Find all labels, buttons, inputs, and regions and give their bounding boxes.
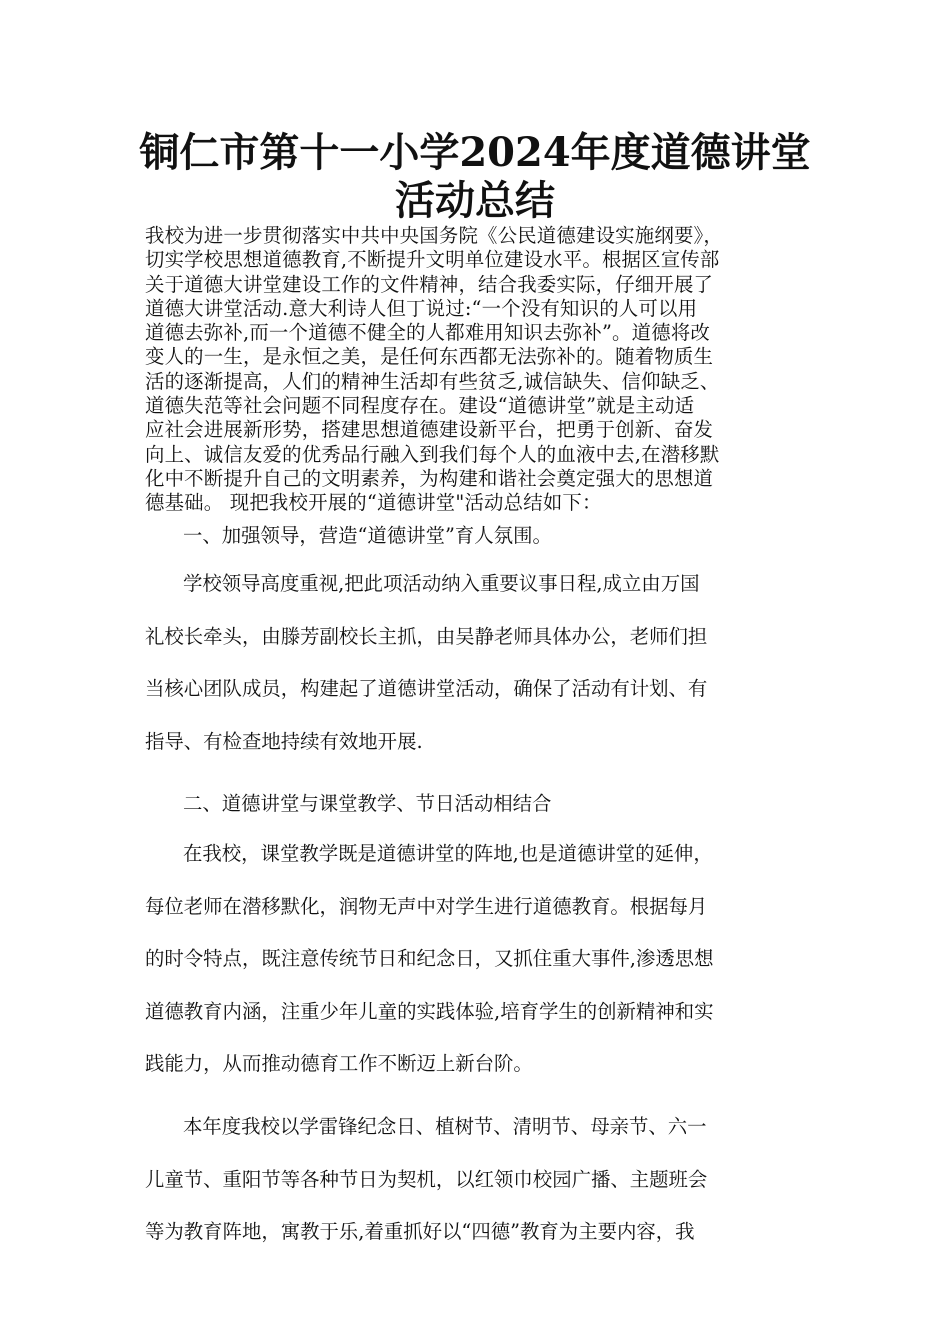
paragraph-line: 学校领导高度重视,把此项活动纳入重要议事日程,成立由万国 [183,572,700,595]
intro-line: 变人的一生，是永恒之美，是任何东西都无法弥补的。随着物质生 [145,345,714,369]
paragraph-line: 当核心团队成员，构建起了道德讲堂活动，确保了活动有计划、有 [145,677,708,701]
paragraph-line: 礼校长牵头，由滕芳副校长主抓，由吴静老师具体办公，老师们担 [145,624,708,648]
paragraph-line: 儿童节、重阳节等各种节日为契机，以红领巾校园广播、主题班会 [145,1167,708,1191]
intro-line: 德基础。 现把我校开展的“道德讲堂"活动总结如下： [145,491,602,515]
document-title-line-2: 活动总结 [395,177,555,224]
section-heading-1: 一、加强领导，营造“道德讲堂”育人氛围。 [183,524,552,547]
paragraph-line: 道德教育内涵，注重少年儿童的实践体验,培育学生的创新精神和实 [145,999,714,1023]
section-1-paragraph [145,572,815,782]
section-2-paragraph-continued [145,1115,815,1273]
intro-line: 道德失范等社会问题不同程度存在。建设“道德讲堂”就是主动适 [145,394,695,418]
intro-line: 向上、诚信友爱的优秀品行融入到我们每个人的血液中去,在潜移默 [145,442,720,466]
intro-paragraph [145,224,815,516]
paragraph-line: 指导、有检查地持续有效地开展. [145,729,423,753]
intro-line: 我校为进一步贯彻落实中共中央国务院《公民道德建设实施纲要》， [145,224,724,247]
intro-line: 化中不断提升自己的文明素养，为构建和谐社会奠定强大的思想道 [145,466,714,490]
intro-line: 活的逐渐提高，人们的精神生活却有些贫乏,诚信缺失、信仰缺乏、 [145,369,720,393]
paragraph-line: 本年度我校以学雷锋纪念日、植树节、清明节、母亲节、六一 [183,1115,707,1138]
intro-line: 道德去弥补,而一个道德不健全的人都难用知识去弥补”。道德将改 [145,321,711,345]
section-heading-2: 二、道德讲堂与课堂教学、节日活动相结合 [183,792,552,815]
intro-line: 切实学校思想道德教育,不断提升文明单位建设水平。根据区宣传部 [145,248,720,272]
intro-line: 道德大讲堂活动.意大利诗人但丁说过:“一个没有知识的人可以用 [145,296,698,320]
paragraph-line: 的时令特点，既注意传统节日和纪念日，又抓住重大事件,渗透思想 [145,947,714,971]
intro-line: 应社会进展新形势，搭建思想道德建设新平台，把勇于创新、奋发 [145,418,714,442]
paragraph-line: 等为教育阵地，寓教于乐,着重抓好以“四德”教育为主要内容，我 [145,1220,695,1244]
paragraph-line: 践能力，从而推动德育工作不断迈上新台阶。 [145,1052,533,1076]
section-2-paragraph [145,842,815,1105]
paragraph-line: 每位老师在潜移默化，润物无声中对学生进行道德教育。根据每月 [145,894,708,918]
document-title-line-1: 铜仁市第十一小学2024年度道德讲堂 [139,129,811,176]
paragraph-line: 在我校，课堂教学既是道德讲堂的阵地,也是道德讲堂的延伸， [183,842,713,865]
intro-line: 关于道德大讲堂建设工作的文件精神，结合我委实际，仔细开展了 [145,272,714,296]
